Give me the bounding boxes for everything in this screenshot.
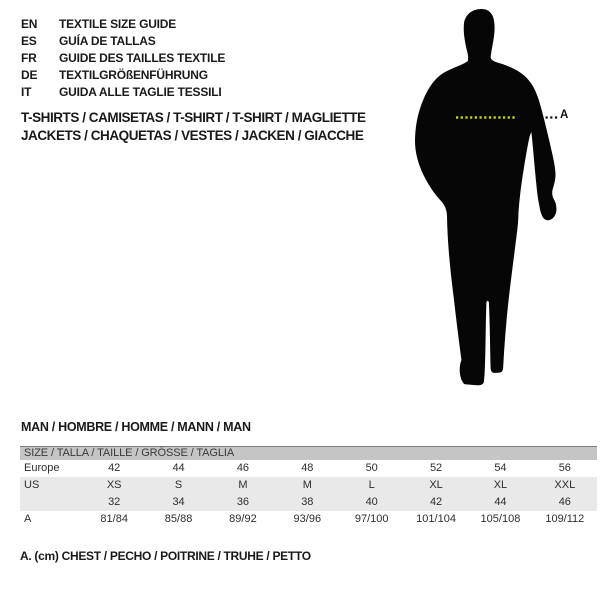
table-row-us-letters — [20, 477, 597, 494]
category-line-tshirts: T-SHIRTS / CAMISETAS / T-SHIRT / T-SHIRT / MAGLIETTE — [21, 110, 366, 125]
measure-label-a: A — [560, 109, 569, 121]
row-label: US — [24, 479, 40, 491]
language-row-fr — [21, 50, 225, 67]
language-row-de — [21, 67, 225, 84]
size-cell: 97/100 — [354, 513, 389, 525]
size-cell: XL — [429, 479, 443, 491]
size-cell: 32 — [108, 496, 121, 508]
language-code: ES — [21, 34, 37, 48]
size-table — [20, 446, 597, 528]
size-cell: S — [174, 479, 183, 491]
size-cell: 42 — [108, 462, 121, 474]
language-label: TEXTILE SIZE GUIDE — [59, 17, 177, 31]
row-label: A — [24, 513, 32, 525]
language-guide-list — [21, 16, 225, 101]
size-cell: 36 — [236, 496, 250, 508]
language-label: TEXTILGRÖßENFÜHRUNG — [59, 68, 208, 82]
language-code: EN — [21, 17, 38, 31]
language-code: DE — [21, 68, 38, 82]
size-cell: 50 — [365, 462, 378, 474]
table-row-chest-cm — [20, 511, 597, 528]
size-cell: XL — [493, 479, 508, 491]
size-cell: 46 — [558, 496, 571, 508]
size-cell: 44 — [172, 462, 185, 474]
size-cell: XXL — [554, 479, 576, 491]
size-cell: 109/112 — [545, 513, 585, 525]
row-label: Europe — [24, 462, 60, 474]
language-label: GUIDA ALLE TAGLIE TESSILI — [59, 85, 222, 99]
section-title-man: MAN / HOMBRE / HOMME / MANN / MAN — [21, 420, 251, 434]
size-cell: 101/104 — [416, 513, 456, 525]
size-cell: 40 — [365, 496, 378, 508]
garment-categories — [21, 109, 366, 145]
table-row-us-numbers — [20, 494, 597, 511]
category-line-jackets: JACKETS / CHAQUETAS / VESTES / JACKEN / GIACCHE — [21, 128, 364, 143]
size-cell: 93/96 — [293, 513, 322, 525]
language-row-it — [21, 84, 225, 101]
measurement-footnote: A. (cm) CHEST / PECHO / POITRINE / TRUHE / PETTO — [20, 549, 311, 563]
size-cell: L — [368, 479, 375, 491]
size-cell: 38 — [301, 496, 314, 508]
language-label: GUÍA DE TALLAS — [59, 34, 156, 48]
language-label: GUIDE DES TAILLES TEXTILE — [59, 51, 226, 65]
size-cell: 105/108 — [480, 513, 521, 525]
table-row-europe — [20, 460, 597, 477]
size-cell: 42 — [429, 496, 443, 508]
size-cell: 81/84 — [100, 513, 128, 525]
language-row-es — [21, 33, 225, 50]
size-cell: M — [238, 479, 248, 491]
man-silhouette-icon — [405, 8, 575, 388]
size-table-header: SIZE / TALLA / TAILLE / GRÖSSE / TAGLIA — [20, 446, 597, 460]
size-cell: 44 — [494, 496, 507, 508]
size-cell: 85/88 — [164, 513, 193, 525]
language-row-en — [21, 16, 225, 33]
size-cell: 34 — [172, 496, 185, 508]
size-cell: M — [302, 479, 312, 491]
size-cell: 48 — [301, 462, 314, 474]
size-cell: 89/92 — [229, 513, 257, 525]
man-silhouette-shape — [415, 9, 556, 385]
size-cell: XS — [106, 479, 122, 491]
language-code: FR — [21, 51, 37, 65]
size-cell: 52 — [429, 462, 443, 474]
size-cell: 46 — [236, 462, 250, 474]
size-cell: 54 — [494, 462, 507, 474]
language-code: IT — [21, 85, 32, 99]
row-label — [20, 494, 82, 511]
size-cell: 56 — [558, 462, 571, 474]
